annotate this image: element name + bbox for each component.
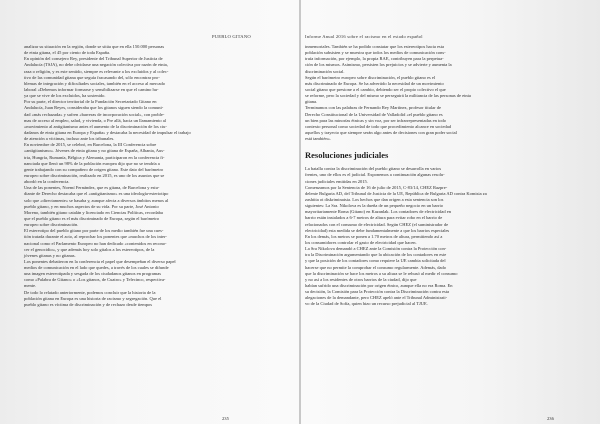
text-line: dadanos de etnia gitana en Europa y España» y destacaba la necesidad de impulsar el trabajo (24, 129, 191, 135)
text-line: que el pueblo gitano es el más discriminado de Europa, según el barómetro (24, 215, 160, 221)
text-line: diante de Derecho destacaba que el «antigitanismo» es una ideología-esteriotipo (24, 191, 169, 197)
text-line: En los demás, los metros se ponen a 1.70 metros de altura, permitiendo así a (305, 233, 443, 239)
text-line: tión tratada durante el acto, al reprochar los ponentes que «muchos de los inter- (24, 234, 167, 240)
text-line: una imagen estereotipada y sesgada de los ciudadanos gitanos en programas (24, 271, 161, 277)
text-line: pueblo gitano, y en muchos aspectos de su vida. Por su parte, José Antonio (24, 203, 159, 209)
text-line: zashtita ot diskriminatsia. Los hechos que dan origen a esta sentencia son los (305, 196, 444, 202)
book-gutter (299, 0, 301, 424)
text-line: de atención a víctimas, incluso ante los tribunales. (24, 136, 115, 142)
text-line: Según el barómetro europeo sobre discriminación, el pueblo gitano es el (305, 74, 436, 80)
text-line: nanciada que llenó un 98% de la población europea dijo que no se tendría a (24, 160, 160, 166)
text-line: La Sra Nikolova demandó a CHEZ ante la Comisión contra la Protección con- (305, 246, 447, 252)
section-title: Resoluciones judiciales (305, 150, 389, 161)
text-line: ción de los mismos. Asimismo, persisten los prejuicios y se advierte y aumenta la (305, 62, 452, 68)
text-line: de etnia gitana, el 45 por ciento de toda España. (24, 50, 111, 56)
left-page-number: 235 (222, 416, 229, 421)
text-line: La batalla contra la discriminación del pueblo gitano se desarrolla en varios (305, 166, 442, 172)
text-line: discriminación social. (305, 68, 345, 74)
right-page-section-text (305, 166, 487, 307)
text-line: contexto personal como sociedad de todo que procedimiento alcance en sociedad (305, 123, 451, 129)
text-line: inmemoriales. También se ha podido constatar que los estereotipos hacia esta (305, 44, 444, 49)
text-line: su decisión, la Comisión para la Protección contra la Discriminación contra esta (305, 289, 449, 295)
text-line: pueblo gitano es víctima de discriminación y de rechazo desde tiempos (24, 301, 152, 307)
text-line: abordó en la conferencia. (24, 179, 70, 185)
text-line: más discriminado de Europa. Se ha advertido la necesidad de un movimiento (305, 80, 444, 86)
text-line: Terminamos con las palabras de Fernando Rey Martínez, profesor titular de (305, 105, 442, 111)
text-line: tria, Hungría, Rumanía, Bélgica y Alemania, participaron en la conferencia fi- (24, 154, 165, 160)
text-line: raza o religión, y es este sentido, siempre es relevante a los excluidos y al colec- (24, 68, 169, 74)
text-line: solo que «directamente» se basaba y, aunque afecta a diversos ámbitos menos al (24, 197, 169, 203)
text-line: tivo de las comunidad gitana que seguía fracasando del, sólo encontrar pro- (24, 74, 160, 80)
text-line: dad «más rechazada» y sufren «barreras de incorporación social», con proble- (24, 111, 165, 117)
text-line: siguientes: La Sra. Nikolova es la dueña de un pequeño negocio en un barrio (305, 203, 443, 209)
text-line: mayoritariamente Roma (Gitano) en Kazanlak. Los contadores de electricidad en (305, 209, 451, 215)
text-line: mas de acceso al empleo, salud, y vivienda, o Pre allá, hacia un llamamiento al (24, 117, 166, 123)
text-line: De todo lo relatado anteriormente, podemos concluir que la historia de la (24, 289, 156, 295)
text-line: barrio están instalados a 6-7 metros de altura para evitar robo en el barrio de (305, 215, 443, 221)
left-page-body (24, 44, 191, 308)
right-page (305, 26, 573, 421)
text-line: ciones judiciales emitidas en 2015. (305, 178, 368, 184)
text-line: medios de comunicación en el lado que quedes, a través de los cuales se difunde (24, 265, 169, 271)
right-page-number: 236 (547, 416, 554, 421)
left-running-head: PUEBLO GITANO (212, 34, 251, 39)
text-line: delenie Bulgaria AD, del Tribunal de Justicia de la UE, República de Bulgaria AD contra Komisia za (305, 190, 487, 196)
text-line: gente trabajando con su compañero de origen gitano. Este dato del barómetro (24, 166, 164, 172)
text-line: Andalucía, Juan Reyes, consideraba que los gitanos siguen siendo la comuni- (24, 105, 164, 111)
text-line: población subsisten y se muestra que todos los medios de comunicación cons- (305, 50, 446, 56)
text-line: se reforme, pero la sociedad y del mismo se perseguirá la militancia de las personas de etnia (305, 93, 471, 99)
text-line: Comenzamos por la Sentencia de 16 de julio de 2015, C-83/14, CHEZ Razpre- (305, 184, 448, 190)
text-line: El estereotipo del pueblo gitano por parte de los medio también fue una cues- (24, 228, 164, 234)
right-page-body (305, 44, 487, 307)
text-line: «movimiento al antigitanismo antes el aumento de la discriminación de los ciu- (24, 123, 167, 129)
text-line: y que la posición de los contadores como requiere la UE cambia solicitada del (305, 258, 446, 264)
text-line: y no así a los residentes de otros barrios de la ciudad, dijo que (305, 276, 417, 282)
text-line: Moreno, también gitano catalán y licenciado en Ciencias Políticas, recordaba (24, 209, 163, 215)
text-line: alegaciones de la demandante, pero CHEZ apeló ante el Tribunal Administrati- (305, 295, 448, 301)
text-line: relacionados con el consumo de electricidad. Según CHEZ (el suministrador de (305, 221, 449, 227)
text-line: frentes, uno de ellos es el judicial. Exponemos a continuación algunas resolu- (305, 172, 445, 178)
right-running-head: Informe Anual 2016 sobre el racismo en el estado español (305, 34, 423, 39)
text-line: Derecho Constitucional de la Universidad de Valladolid «el pueblo gitano es (305, 111, 443, 117)
text-line: que la discriminación se hace los metros a su altura se le rehusó al medir el consumo (305, 270, 458, 276)
text-line: electricidad) esta medida se debe fundamentalmente a que los barrios especiales (305, 227, 450, 233)
text-line: europeo sobre discriminación, realizado en 2015, es uno de los asuntos que se (24, 172, 165, 178)
text-line: población gitana en Europa es una historia de racismo y segregación. Que el (24, 295, 162, 301)
text-line: hacerse que no permite la comprobar el consumo regularmente. Además, dado (305, 264, 446, 270)
right-page-intro-text (305, 44, 471, 142)
text-line: ya que se vive de los excluidos, ha sostenido. (24, 93, 106, 99)
text-line: como «Palabra de Gitano» o «Los gitanos, de Cuatro» y Telecinco, respectiva- (24, 277, 166, 283)
text-line: laboral «Debemos informar formarse y sensibilizarse en que el camino hu- (24, 86, 159, 92)
text-line: europeo sobre discriminación. (24, 222, 79, 228)
text-line: Por su parte, el director territorial de la Fundación Secretariado Gitano en (24, 99, 157, 105)
text-line: aquellos y trayecto que siempre serán algo antes de decisiones con gran poder social (305, 129, 457, 135)
text-line: cer el genocidio», y que además hoy solo gitalos a los estereotipos, de la (24, 246, 155, 252)
text-line: está también». (305, 136, 331, 142)
text-line: social gitano que presione a el cambio, debiendo ser el propio colectivo el que (305, 86, 446, 92)
text-line: habían sufrido una discriminación por origen étnico, aunque ella no era Roma. En (305, 282, 453, 288)
text-line: analizar su situación en la región, donde se sitúa que en ella 150.000 personas (24, 44, 165, 49)
text-line: mente. (24, 283, 37, 289)
text-line: blemas de integración y dificultades sociales, también en el acceso al mercado (24, 80, 165, 86)
text-line: nacional como el Parlamento Europeo no han dedicado «contenidos en recono- (24, 240, 167, 246)
text-line: En noviembre de 2015, se celebró, en Barcelona, la III Conferencia sobre (24, 142, 157, 148)
text-line: Una de las ponentes, Noemí Fernández, que es gitana, de Barcelona y estu- (24, 185, 160, 191)
text-line: Andalucía (TSJA), no debe olvidarse una negación colectiva por razón de etnia, (24, 62, 168, 68)
text-line: «antigitanismo». Jóvenes de etnia gitana y no gitana de España, Albania, Aus- (24, 148, 165, 154)
text-line: un bien para las minorías étnicas y sin voz, por ser infrarrepresentadas en todo (305, 117, 446, 123)
text-line: truía información, por ejemplo, la propia RAE, contribuyen para la perpetua- (305, 56, 444, 62)
text-line: Los ponentes debatieron en la conferencia el papel que desempeñan el diverso papel (24, 258, 176, 264)
text-line: tra la Discriminación argumentando que la ubicación de los contadores en este (305, 252, 447, 258)
text-line: jóvenes gitanas y no gitanas. (24, 252, 76, 258)
text-line: los consumidores controlar el gasto de electricidad que hacen. (305, 239, 417, 245)
text-line: gitana. (305, 99, 318, 105)
left-page (24, 26, 292, 421)
text-line: En opinión del consejero Rey, presidente del Tribunal Superior de Justicia de (24, 56, 163, 62)
text-line: vo de la Ciudad de Sofía, quien hizo un recurso prejudicial al TJUE. (305, 301, 428, 307)
